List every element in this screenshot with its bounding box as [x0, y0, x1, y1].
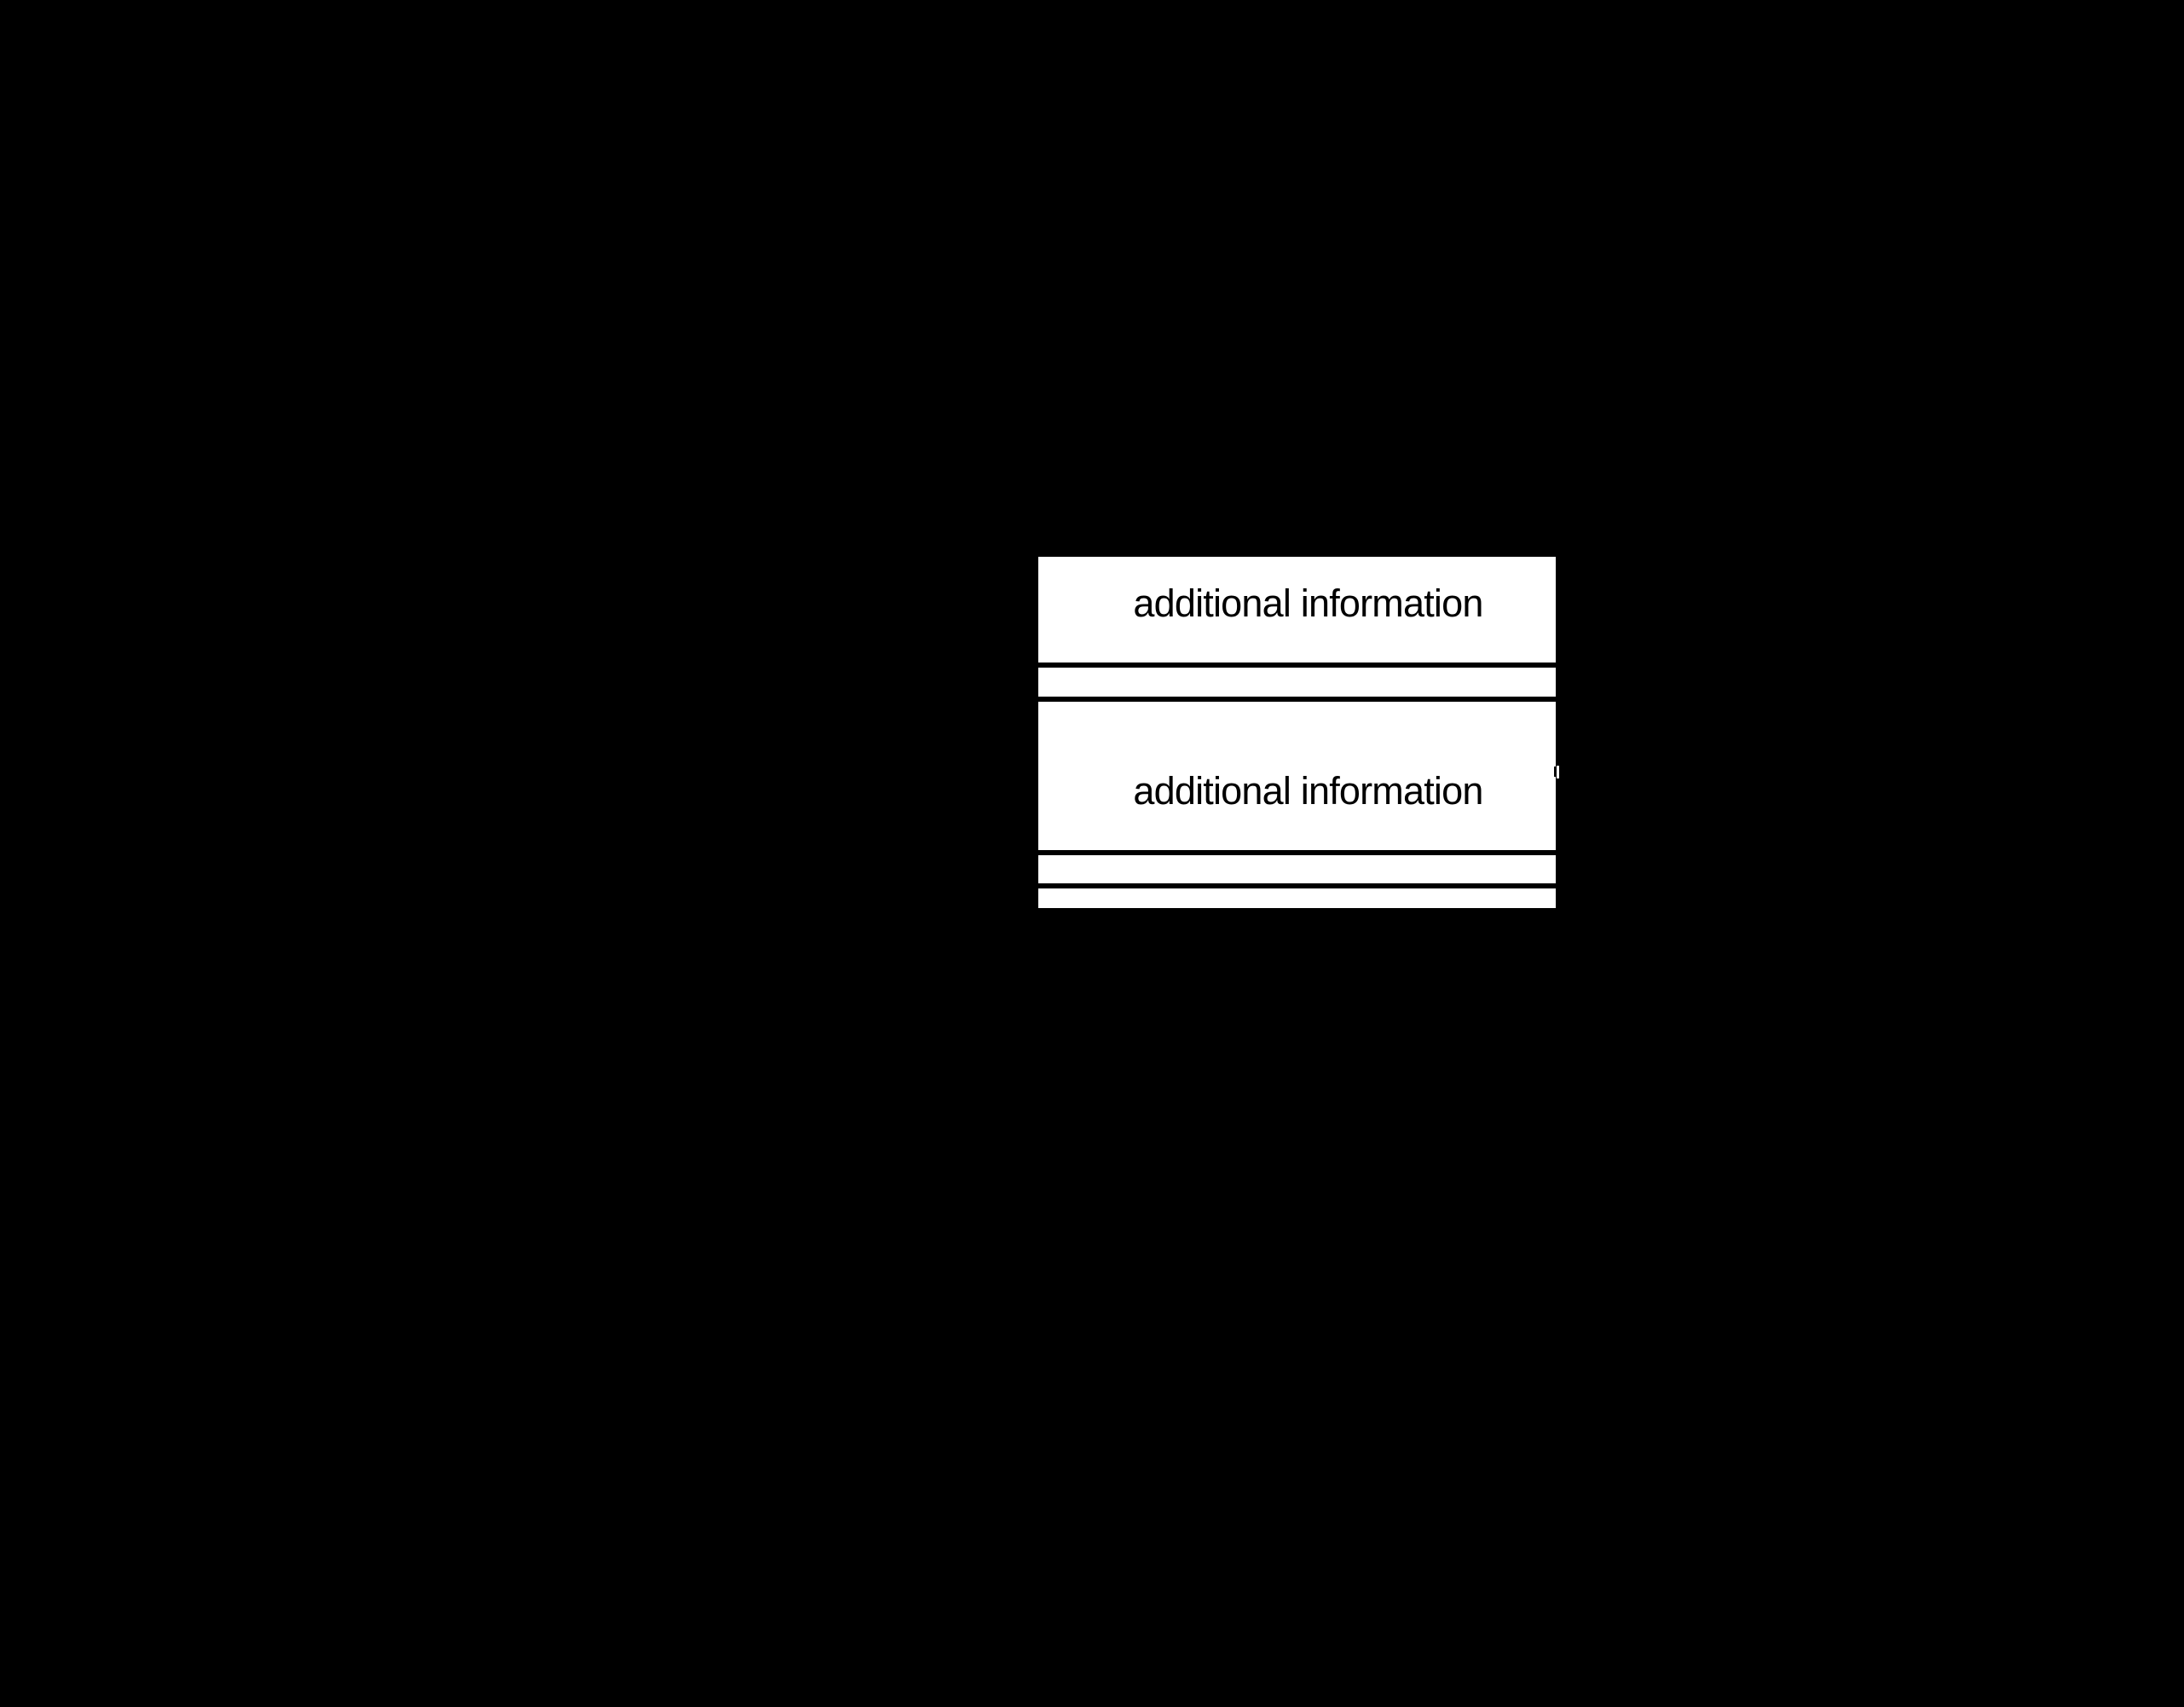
field-1-label: additional information — [1133, 582, 1483, 625]
diagram-empty-row-1 — [1038, 668, 1556, 697]
protocol-format-diagram — [1038, 557, 1556, 908]
clipped-glyph-fragment — [1557, 766, 1559, 778]
diagram-empty-row-3 — [1038, 888, 1556, 908]
field-2-label: additional information — [1133, 769, 1483, 813]
clipped-glyph-notch — [1554, 767, 1557, 777]
diagram-field-row-1 — [1038, 557, 1556, 663]
diagram-field-row-2 — [1038, 702, 1556, 850]
diagram-empty-row-2 — [1038, 855, 1556, 883]
